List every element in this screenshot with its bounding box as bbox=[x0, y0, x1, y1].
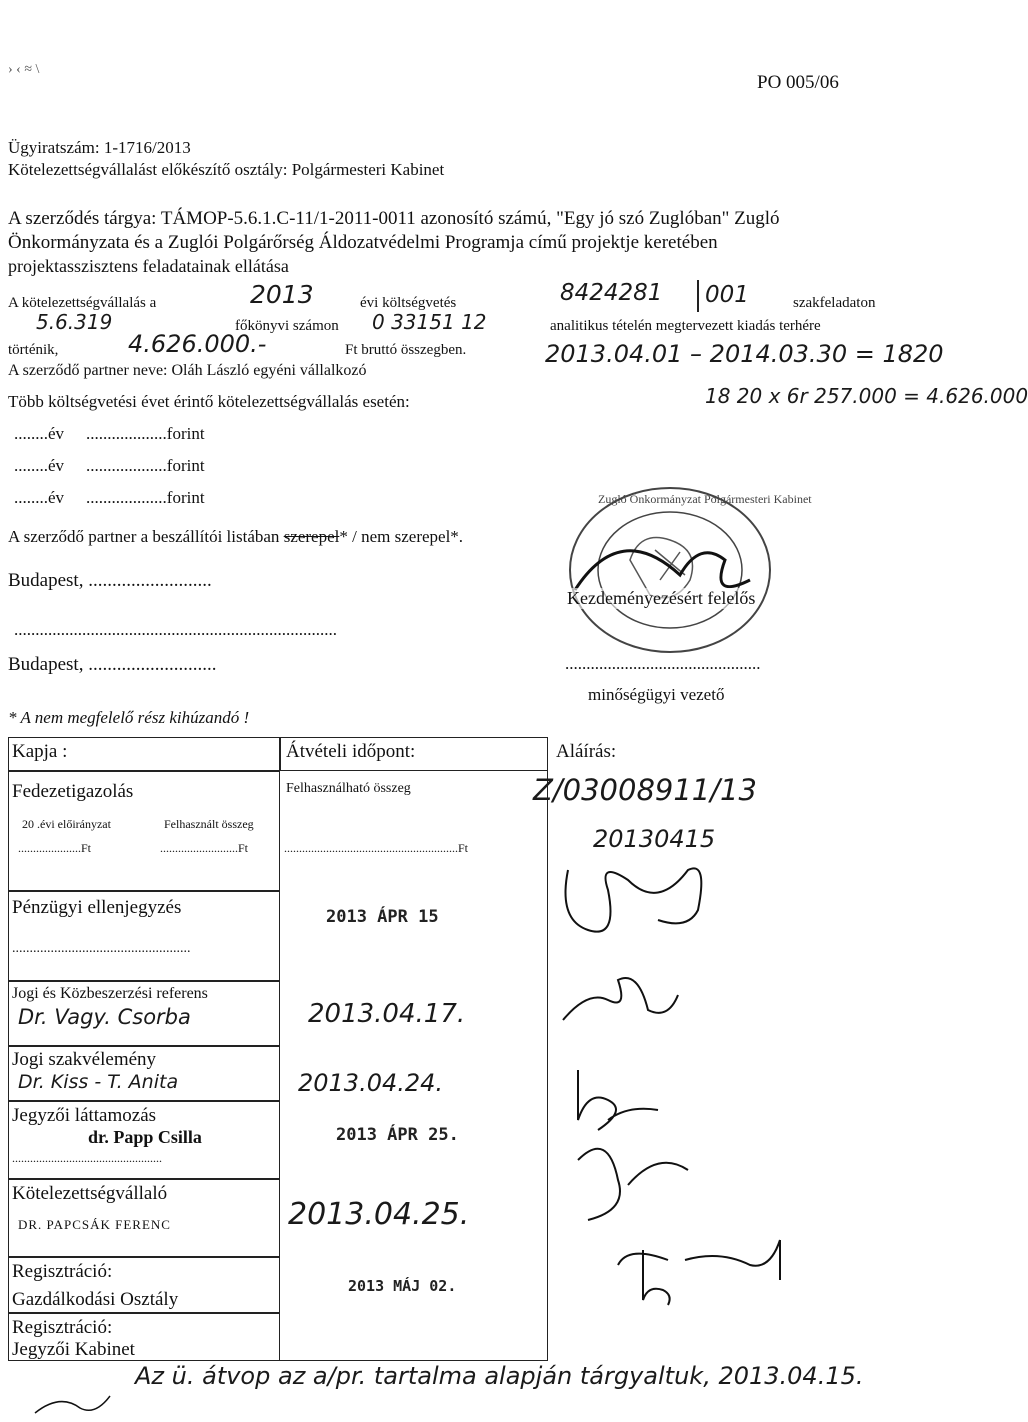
preparing-department: Kötelezettségvállalást előkészítő osztály: Polgármesteri Kabinet bbox=[8, 160, 445, 179]
registration-signature bbox=[680, 1210, 800, 1290]
financial-countersign-label: Pénzügyi ellenjegyzés bbox=[12, 897, 182, 918]
stamp-text: Zugló Önkormányzat Polgármesteri Kabinet bbox=[598, 492, 812, 506]
task-subcode: 001 bbox=[705, 282, 749, 308]
contract-period: 2013.04.01 – 2014.03.30 = 1820 bbox=[545, 340, 944, 368]
legal-referee-label: Jogi és Közbeszerzési referens bbox=[12, 985, 208, 1002]
usable-amount-label: Felhasználható összeg bbox=[286, 781, 411, 796]
supplier-list-line: A szerződő partner a beszállítói listában szerepel* / nem szerepel*. bbox=[8, 527, 464, 546]
ft-field-3: ..........................................................Ft bbox=[284, 841, 469, 855]
committer-date: 2013.04.25. bbox=[288, 1197, 470, 1232]
multi-year-3: ........év ...................forint bbox=[14, 488, 205, 507]
legal-referee-date: 2013.04.17. bbox=[308, 999, 466, 1029]
case-number: Ügyiratszám: 1-1716/2013 bbox=[8, 138, 191, 157]
legal-opinion-date: 2013.04.24. bbox=[298, 1069, 444, 1097]
multi-year-1: ........év ...................forint bbox=[14, 424, 205, 443]
ft-field-2: ..........................Ft bbox=[160, 841, 249, 855]
legal-opinion-label: Jogi szakvélemény bbox=[12, 1049, 157, 1070]
gross-amount: 4.626.000.- bbox=[128, 330, 267, 358]
received-time-label: Átvételi időpont: bbox=[286, 741, 416, 762]
registration-dept-1: Gazdálkodási Osztály bbox=[12, 1289, 179, 1310]
contract-subject-line1 bbox=[8, 208, 780, 230]
task-code-separator bbox=[697, 280, 699, 312]
quality-signature-line: .............................................. bbox=[565, 654, 761, 673]
registration-label-1: Regisztráció: bbox=[12, 1261, 113, 1282]
budapest-date-2: Budapest, ........................... bbox=[8, 654, 217, 675]
budapest-date-1: Budapest, .......................... bbox=[8, 570, 212, 591]
round-stamp bbox=[560, 480, 780, 660]
commitment-prefix: A kötelezettségvállalás a bbox=[8, 295, 157, 311]
header-scribble: › ‹ ≈ \ bbox=[8, 62, 40, 77]
notary-name: dr. Papp Csilla bbox=[88, 1127, 202, 1147]
signature-line-1: ............................................................................ bbox=[14, 620, 337, 639]
commitment-year: 2013 bbox=[250, 280, 314, 309]
bottom-note: Az ü. átvop az a/pr. tartalma alapján tárgyaltuk, 2013.04.15. bbox=[135, 1362, 864, 1390]
amount-suffix: Ft bruttó összegben. bbox=[345, 342, 467, 358]
partner-name: A szerződő partner neve: Oláh László egyéni vállalkozó bbox=[8, 362, 367, 379]
multi-year-label: Több költségvetési évet érintő kötelezettségvállalás esetén: bbox=[8, 392, 410, 411]
ledger-number: 5.6.319 bbox=[36, 310, 113, 334]
registry-number: Z/03008911/13 bbox=[533, 773, 757, 807]
contract-subject-line3: projektasszisztens feladatainak ellátása bbox=[8, 256, 289, 276]
handwritten-signatures bbox=[548, 850, 728, 1370]
initials-mark bbox=[30, 1388, 120, 1418]
analytic-suffix: analitikus tételén megtervezett kiadás terhére bbox=[550, 318, 821, 334]
task-code: 8424281 bbox=[560, 280, 663, 306]
document-code: PO 005/06 bbox=[757, 72, 839, 93]
supplier-struck: szerepel bbox=[283, 527, 340, 546]
financial-stamp: 2013 ÁPR 15 bbox=[326, 907, 439, 927]
subject-project-id: TÁMOP-5.6.1.C-11/1-2011-0011 azonosító számú, "Egy jó szó Zuglóban" Zugló bbox=[160, 208, 780, 229]
committer-label: Kötelezettségvállaló bbox=[12, 1183, 168, 1204]
ledger-label: főkönyvi számon bbox=[235, 318, 339, 334]
budget-year-label: 20 .évi előirányzat bbox=[22, 817, 111, 831]
signature-label: Aláírás: bbox=[556, 741, 617, 762]
financial-dots: ................................................... bbox=[12, 941, 191, 956]
used-amount-label: Felhasznált összeg bbox=[164, 817, 254, 831]
approval-table bbox=[8, 737, 757, 1361]
legal-opinion-name: Dr. Kiss - T. Anita bbox=[18, 1071, 179, 1093]
registration-dept-2: Jegyzői Kabinet bbox=[12, 1339, 135, 1360]
committer-name: DR. PAPCSÁK FERENC bbox=[18, 1217, 171, 1232]
subject-label: A szerződés tárgya: bbox=[8, 208, 161, 229]
footnote: * A nem megfelelő rész kihúzandó ! bbox=[8, 708, 250, 727]
notary-label: Jegyzői láttamozás bbox=[12, 1105, 157, 1126]
notary-stamp: 2013 ÁPR 25. bbox=[336, 1125, 459, 1145]
coverage-date: 20130415 bbox=[593, 825, 716, 853]
initiator-label: Kezdeményezésért felelős bbox=[567, 588, 756, 608]
multi-year-2: ........év ...................forint bbox=[14, 456, 205, 475]
quality-manager-label: minőségügyi vezető bbox=[588, 685, 725, 704]
registration-label-2: Regisztráció: bbox=[12, 1317, 113, 1338]
contract-subject-line2: Önkormányzata és a Zuglói Polgárőrség Áldozatvédelmi Programja című projektje keretében bbox=[8, 232, 718, 253]
notary-dots: .................................................. bbox=[12, 1151, 162, 1165]
copy-to-label: Kapja : bbox=[12, 741, 68, 762]
amount-calculation: 18 20 x 6r 257.000 = 4.626.000 bbox=[705, 384, 1028, 408]
task-suffix: szakfeladaton bbox=[793, 295, 876, 311]
happens-label: történik, bbox=[8, 342, 59, 358]
registration-stamp: 2013 MÁJ 02. bbox=[348, 1277, 457, 1295]
ft-field-1: .....................Ft bbox=[18, 841, 92, 855]
budget-label: évi költségvetés bbox=[360, 295, 457, 311]
coverage-label: Fedezetigazolás bbox=[12, 781, 134, 802]
analytic-number: 0 33151 12 bbox=[372, 310, 487, 334]
legal-referee-name: Dr. Vagy. Csorba bbox=[18, 1005, 191, 1029]
